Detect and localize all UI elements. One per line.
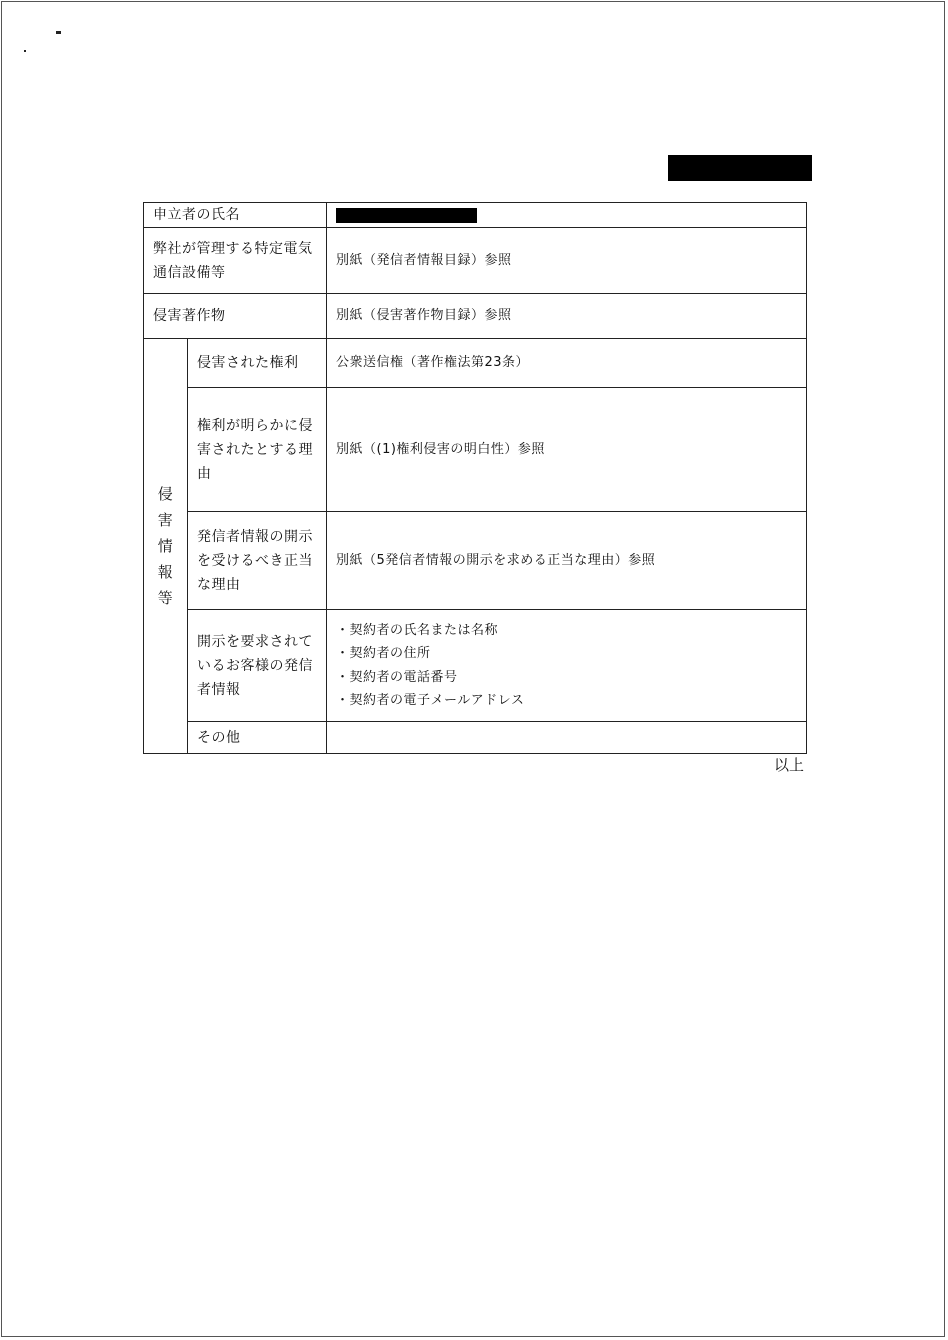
row-label: 侵害された権利 (188, 339, 327, 388)
vertical-char: 情 (157, 537, 174, 555)
facility-label: 弊社が管理する特定電気通信設備等 (144, 228, 327, 294)
facility-value: 別紙（発信者情報目録）参照 (327, 228, 807, 294)
work-label: 侵害著作物 (144, 294, 327, 339)
applicant-name-value (327, 203, 807, 228)
table-row (144, 722, 807, 754)
list-item: ・ 契約者の電子メールアドレス (336, 689, 797, 713)
row-label: その他 (188, 722, 327, 754)
row-label: 権利が明らかに侵害されたとする理由 (188, 388, 327, 512)
applicant-name-label: 申立者の氏名 (144, 203, 327, 228)
scan-speck (56, 31, 61, 34)
vertical-char: 報 (157, 563, 174, 581)
disclosure-items-list (336, 619, 797, 713)
row-value: 別紙（(1)権利侵害の明白性）参照 (327, 388, 807, 512)
disclosure-request-table (143, 202, 807, 754)
vertical-text (144, 481, 187, 611)
row-value-list (327, 610, 807, 722)
infringement-group-label (144, 339, 188, 754)
redacted-name (336, 208, 477, 223)
row-value (327, 722, 807, 754)
table-row (144, 228, 807, 294)
row-label: 発信者情報の開示を受けるべき正当な理由 (188, 512, 327, 610)
work-value: 別紙（侵害著作物目録）参照 (327, 294, 807, 339)
vertical-char: 侵 (157, 485, 174, 503)
redacted-block (668, 155, 812, 181)
table-row (144, 203, 807, 228)
list-item: ・ 契約者の氏名または名称 (336, 619, 797, 643)
row-label: 開示を要求されているお客様の発信者情報 (188, 610, 327, 722)
list-item: ・ 契約者の住所 (336, 642, 797, 666)
row-value: 別紙（5発信者情報の開示を求める正当な理由）参照 (327, 512, 807, 610)
table-row (144, 610, 807, 722)
vertical-char: 等 (157, 589, 174, 607)
row-value: 公衆送信権（著作権法第23条） (327, 339, 807, 388)
table-row (144, 294, 807, 339)
closing-text: 以上 (774, 756, 805, 774)
table-row (144, 512, 807, 610)
table-row (144, 388, 807, 512)
table-row (144, 339, 807, 388)
vertical-char: 害 (157, 511, 174, 529)
list-item: ・ 契約者の電話番号 (336, 666, 797, 690)
scan-speck (24, 50, 26, 52)
